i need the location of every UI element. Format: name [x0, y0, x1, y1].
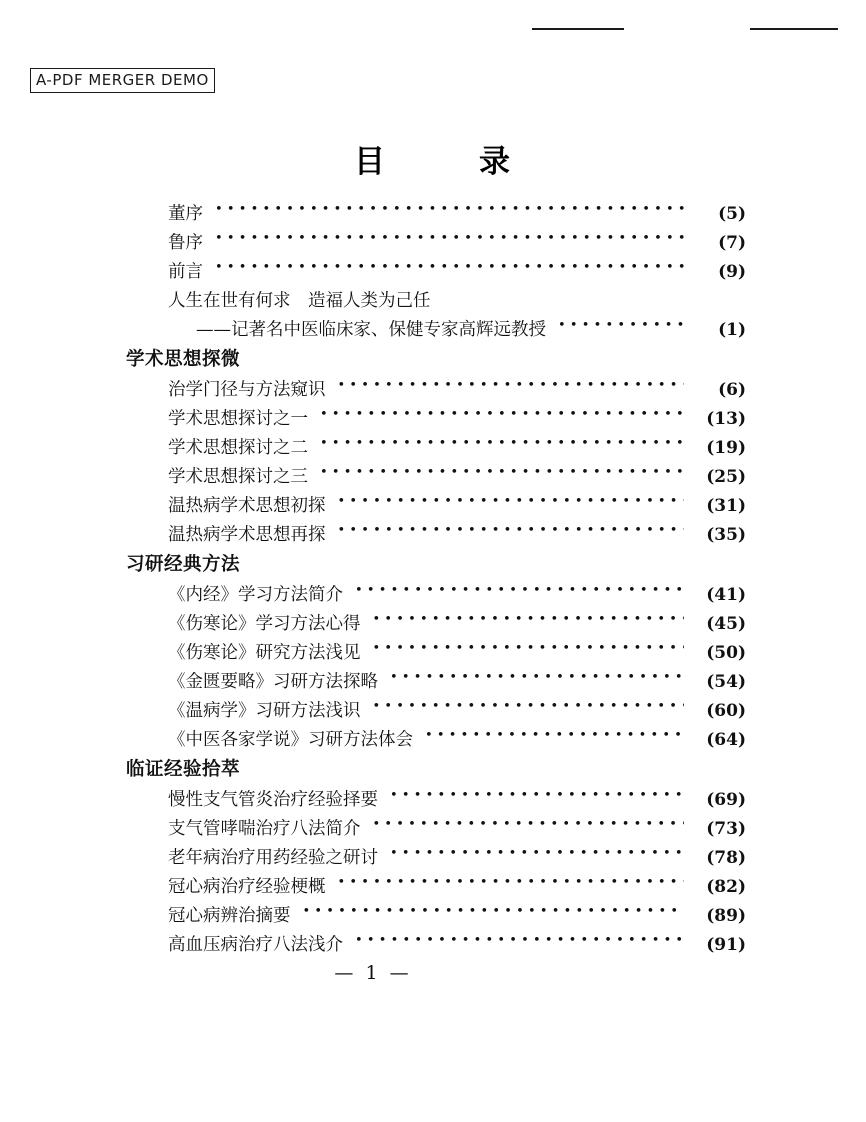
toc-entry-page-number: (60) [706, 701, 746, 721]
toc-entry-page-number: (6) [718, 380, 746, 400]
toc-entry-page-number: (89) [706, 906, 746, 926]
toc-entry-page-number: (19) [706, 438, 746, 458]
watermark-badge: A-PDF MERGER DEMO [30, 68, 215, 93]
toc-entry-page-number: (91) [706, 935, 746, 955]
page-title-right: 录 [479, 144, 512, 180]
toc-entry-page-number: (13) [706, 409, 746, 429]
toc-entry-label: 《伤寒论》研究方法浅见 [168, 643, 361, 663]
toc-leader-dots [320, 436, 684, 454]
toc-entry-page-number: (64) [706, 730, 746, 750]
toc-entry-label: 前言 [168, 262, 203, 282]
toc-entry[interactable] [126, 610, 746, 639]
toc-section-heading [126, 345, 746, 376]
toc-entry-label: 董序 [168, 204, 203, 224]
toc-entry[interactable] [126, 200, 746, 229]
toc-leader-dots [338, 378, 685, 396]
toc-entry[interactable] [126, 697, 746, 726]
toc-entry[interactable] [126, 668, 746, 697]
toc-entry-page-number: (82) [706, 877, 746, 897]
toc-leader-dots [355, 583, 684, 601]
toc-section-heading [126, 550, 746, 581]
toc-entry-label: 《伤寒论》学习方法心得 [168, 614, 361, 634]
toc-leader-dots [215, 202, 684, 220]
toc-entry[interactable] [126, 405, 746, 434]
toc-entry-label: 治学门径与方法窥识 [168, 380, 326, 400]
toc-entry-label: 温热病学术思想初探 [168, 496, 326, 516]
toc-entry[interactable] [126, 376, 746, 405]
page-number-footer: — 1 — [334, 962, 412, 984]
toc-entry-page-number: (50) [706, 643, 746, 663]
toc-leader-dots [390, 670, 684, 688]
table-of-contents [126, 200, 746, 960]
toc-leader-dots [355, 933, 684, 951]
toc-entry-label: 学术思想探微 [126, 349, 241, 370]
toc-entry[interactable] [126, 902, 746, 931]
toc-leader-dots [320, 465, 684, 483]
toc-entry[interactable] [126, 639, 746, 668]
toc-entry-page-number: (7) [718, 233, 746, 253]
toc-entry-page-number: (1) [718, 320, 746, 340]
toc-entry-label: 《温病学》习研方法浅识 [168, 701, 361, 721]
toc-entry[interactable] [126, 873, 746, 902]
toc-entry[interactable] [126, 521, 746, 550]
toc-entry-label: 冠心病治疗经验梗概 [168, 877, 326, 897]
toc-leader-dots [373, 699, 685, 717]
toc-entry[interactable] [126, 815, 746, 844]
toc-entry[interactable] [126, 726, 746, 755]
toc-entry-label: 高血压病治疗八法浅介 [168, 935, 343, 955]
toc-entry-label: 学术思想探讨之一 [168, 409, 308, 429]
toc-leader-dots [338, 523, 685, 541]
toc-entry[interactable] [126, 844, 746, 873]
toc-entry-label: 学术思想探讨之三 [168, 467, 308, 487]
toc-entry[interactable] [126, 287, 746, 316]
toc-entry-page-number: (54) [706, 672, 746, 692]
toc-leader-dots [425, 728, 684, 746]
toc-entry-label: 老年病治疗用药经验之研讨 [168, 848, 378, 868]
toc-leader-dots [215, 231, 684, 249]
toc-leader-dots [390, 846, 684, 864]
toc-leader-dots [390, 788, 684, 806]
toc-entry[interactable] [126, 931, 746, 960]
toc-leader-dots [338, 494, 685, 512]
toc-leader-dots [215, 260, 684, 278]
toc-entry[interactable] [126, 258, 746, 287]
toc-leader-dots [320, 407, 684, 425]
toc-entry-page-number: (31) [706, 496, 746, 516]
toc-entry-label: 习研经典方法 [126, 554, 241, 575]
toc-entry[interactable] [126, 316, 746, 345]
toc-entry[interactable] [126, 463, 746, 492]
page-title-left: 目 [354, 144, 387, 180]
toc-entry-label: 学术思想探讨之二 [168, 438, 308, 458]
toc-leader-dots [338, 875, 685, 893]
toc-leader-dots [373, 641, 685, 659]
toc-entry-page-number: (5) [718, 204, 746, 224]
toc-entry-page-number: (45) [706, 614, 746, 634]
toc-leader-dots [373, 817, 685, 835]
toc-entry-label: 《内经》学习方法简介 [168, 585, 343, 605]
toc-entry-label: 《金匮要略》习研方法探略 [168, 672, 378, 692]
page-title [0, 136, 866, 181]
toc-entry-page-number: (41) [706, 585, 746, 605]
toc-entry-page-number: (35) [706, 525, 746, 545]
toc-leader-dots [303, 904, 685, 922]
toc-entry-label: 《中医各家学说》习研方法体会 [168, 730, 413, 750]
toc-entry[interactable] [126, 492, 746, 521]
toc-entry-label: 冠心病辨治摘要 [168, 906, 291, 926]
toc-entry-page-number: (73) [706, 819, 746, 839]
toc-entry[interactable] [126, 581, 746, 610]
toc-entry-label: 支气管哮喘治疗八法简介 [168, 819, 361, 839]
toc-entry[interactable] [126, 229, 746, 258]
toc-entry-label: 鲁序 [168, 233, 203, 253]
toc-entry-page-number: (78) [706, 848, 746, 868]
header-rule-left [532, 28, 624, 30]
toc-leader-dots [558, 318, 684, 336]
toc-entry-page-number: (69) [706, 790, 746, 810]
header-rule-right [750, 28, 838, 30]
toc-entry-label: 临证经验拾萃 [126, 759, 241, 780]
toc-entry[interactable] [126, 786, 746, 815]
toc-entry-label: 人生在世有何求 造福人类为己任 [168, 291, 431, 311]
toc-leader-dots [373, 612, 685, 630]
toc-entry-page-number: (25) [706, 467, 746, 487]
toc-entry-page-number: (9) [718, 262, 746, 282]
toc-section-heading [126, 755, 746, 786]
toc-entry-label: 温热病学术思想再探 [168, 525, 326, 545]
toc-entry-label: ——记著名中医临床家、保健专家高辉远教授 [196, 320, 546, 340]
toc-entry[interactable] [126, 434, 746, 463]
toc-entry-label: 慢性支气管炎治疗经验择要 [168, 790, 378, 810]
